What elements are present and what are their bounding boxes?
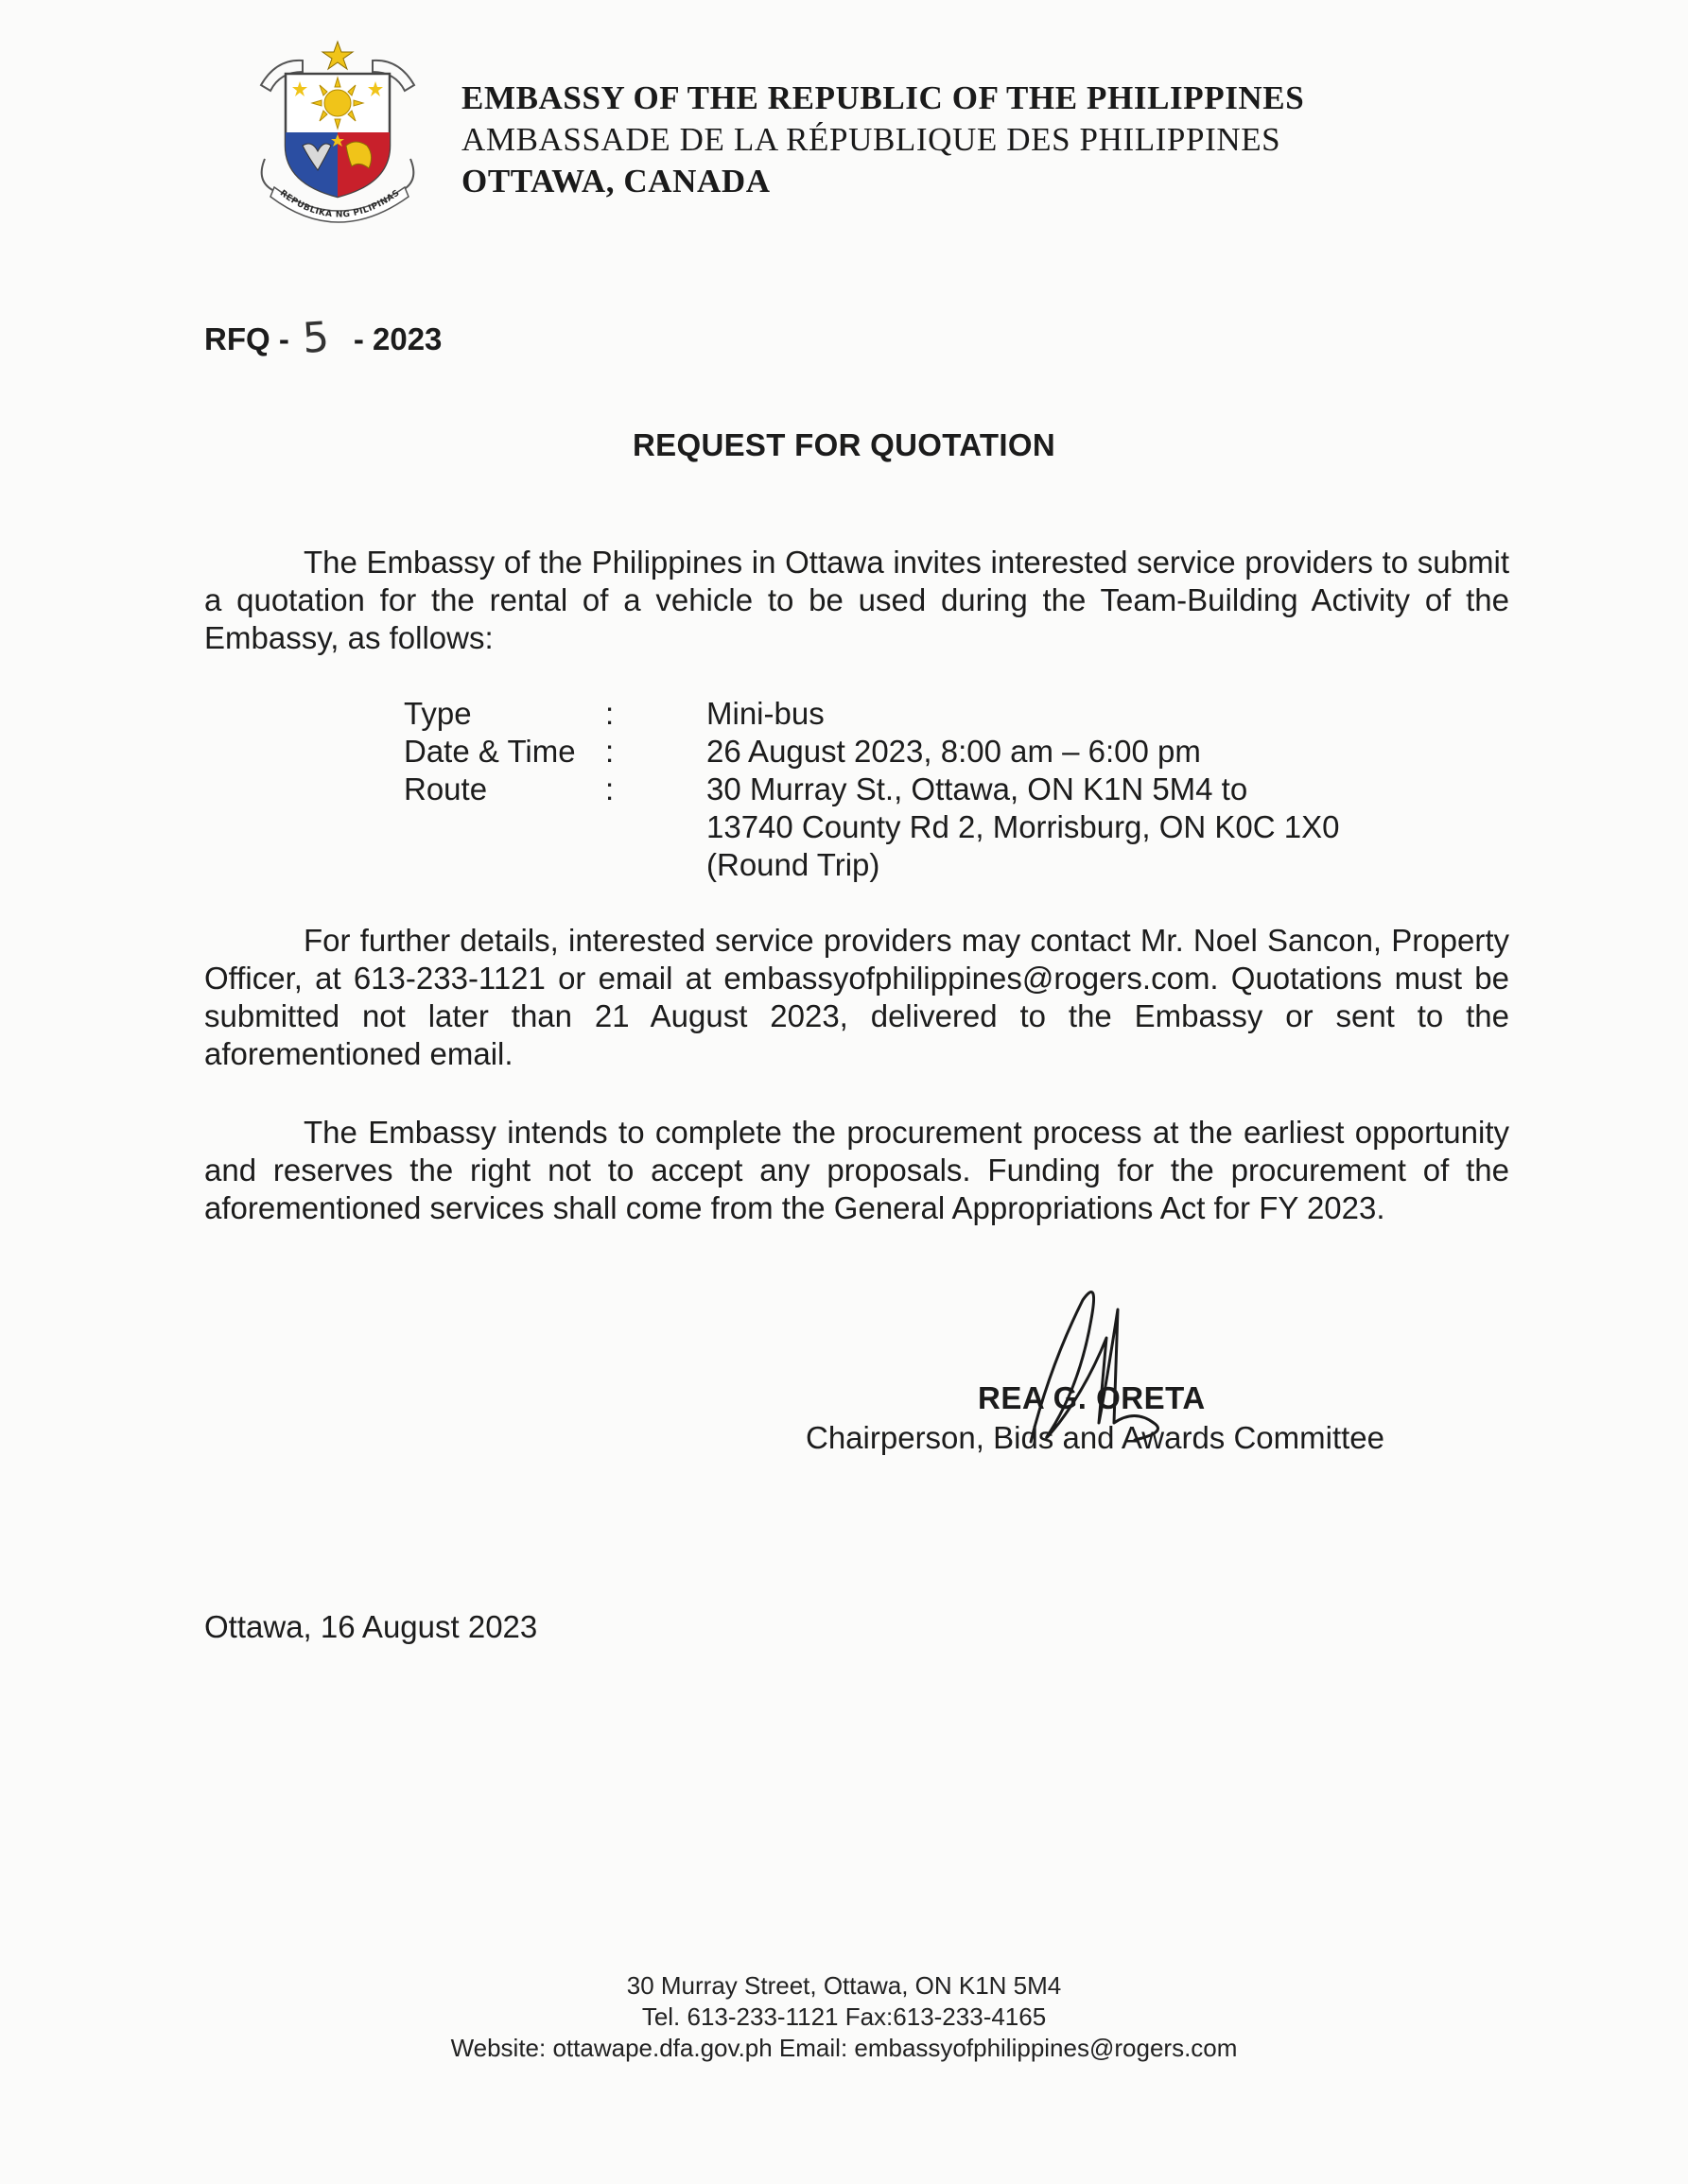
detail-value: 13740 County Rd 2, Morrisburg, ON K0C 1X0	[706, 809, 1340, 844]
footer-address: 30 Murray Street, Ottawa, ON K1N 5M4	[626, 1971, 1062, 2000]
paragraph-contact	[204, 922, 1509, 1073]
paragraph-contact-text: For further details, interested service providers may contact Mr. Noel Sancon, Property Officer, at 613-233-1121 or email at embassyofphilippines@rogers.com. Quotations must be submitted not later than 21 August 2023, delivered to the Embassy or sent to the aforementioned email.	[204, 923, 1509, 1071]
detail-value: Mini-bus	[706, 696, 825, 731]
paragraph-procurement	[204, 1114, 1509, 1227]
embassy-name-english: EMBASSY OF THE REPUBLIC OF THE PHILIPPINES	[461, 79, 1305, 116]
detail-label: Date & Time	[404, 734, 576, 769]
detail-colon	[605, 846, 706, 884]
paragraph-invitation	[204, 544, 1509, 657]
detail-colon: :	[605, 696, 615, 731]
rfq-year: - 2023	[353, 321, 443, 356]
detail-colon	[605, 808, 706, 846]
seal-scroll-text: REPUBLIKA NG PILIPINAS	[277, 188, 402, 220]
footer-website-email: Website: ottawape.dfa.gov.ph Email: embassyofphilippines@rogers.com	[450, 2034, 1238, 2062]
detail-value: 26 August 2023, 8:00 am – 6:00 pm	[706, 734, 1201, 769]
detail-row-route	[404, 771, 1340, 808]
embassy-location: OTTAWA, CANADA	[461, 163, 771, 199]
rfq-prefix: RFQ -	[204, 321, 289, 356]
signatory-title: Chairperson, Bids and Awards Committee	[806, 1420, 1385, 1455]
rfq-handwritten-number: 5	[301, 313, 331, 363]
detail-colon: :	[605, 771, 615, 806]
document-heading: REQUEST FOR QUOTATION	[633, 427, 1055, 462]
rfq-reference	[204, 312, 443, 363]
detail-label: Type	[404, 696, 472, 731]
footer	[0, 1970, 1688, 2064]
philippine-seal-icon	[248, 40, 427, 238]
dateline: Ottawa, 16 August 2023	[204, 1609, 538, 1644]
paragraph-procurement-text: The Embassy intends to complete the procurement process at the earliest opportunity and reserves the right not to accept any proposals. Funding for the procurement of the aforementioned services shall come from the General Appropriations Act for FY 2023.	[204, 1115, 1509, 1225]
detail-value: (Round Trip)	[706, 847, 880, 882]
letterhead	[461, 78, 1304, 202]
detail-row-route-cont	[404, 808, 1340, 846]
footer-phone-fax: Tel. 613-233-1121 Fax:613-233-4165	[641, 2002, 1047, 2031]
detail-label	[404, 808, 605, 846]
embassy-name-french: AMBASSADE DE LA RÉPUBLIQUE DES PHILIPPINES	[461, 121, 1281, 158]
detail-label	[404, 846, 605, 884]
detail-value: 30 Murray St., Ottawa, ON K1N 5M4 to	[706, 771, 1248, 806]
detail-row-round-trip	[404, 846, 1340, 884]
detail-label: Route	[404, 771, 488, 806]
detail-row-date-time	[404, 733, 1340, 771]
paragraph-invitation-text: The Embassy of the Philippines in Ottawa invites interested service providers to submit a quotation for the rental of a vehicle to be used during the Team-Building Activity of the Embassy, as follows:	[204, 545, 1509, 655]
detail-row-type	[404, 695, 1340, 733]
signatory-name: REA G. ORETA	[978, 1380, 1206, 1415]
detail-colon: :	[605, 734, 615, 769]
vehicle-details	[404, 695, 1340, 884]
